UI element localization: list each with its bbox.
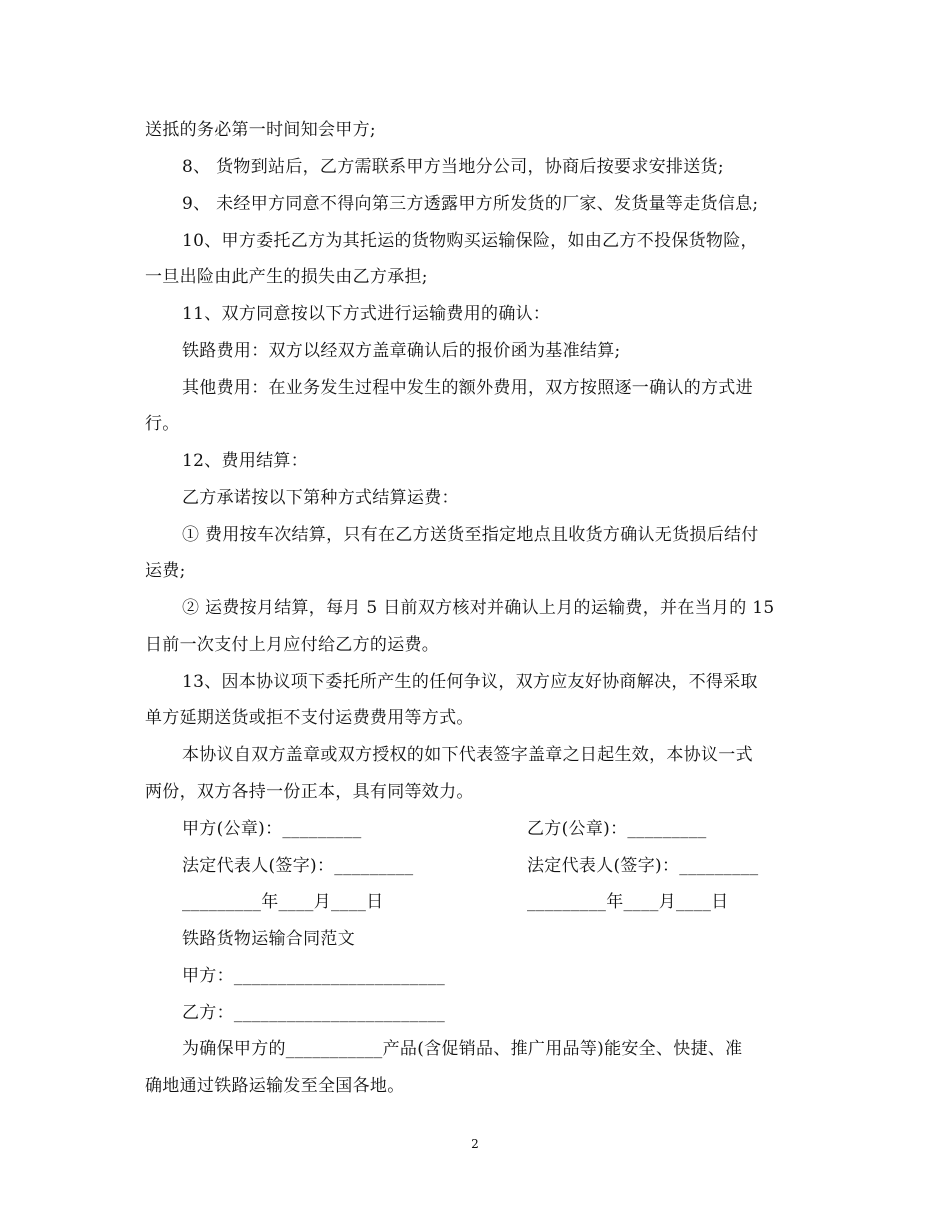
section-title: 铁路货物运输合同范文	[182, 929, 355, 949]
clause-10: 10、甲方委托乙方为其托运的货物购买运输保险，如由乙方不投保货物险，	[182, 231, 758, 251]
clause-13: 13、因本协议项下委托所产生的任何争议，双方应友好协商解决，不得采取	[182, 672, 758, 692]
party-a-seal: 甲方(公章)：_________	[182, 819, 362, 839]
other-fee-cont: 行。	[145, 414, 180, 434]
party-b-seal: 乙方(公章)：_________	[527, 819, 707, 839]
clause-12: 12、费用结算：	[182, 451, 309, 471]
party-a-representative: 法定代表人(签字)：_________	[182, 856, 414, 876]
settlement-option-2: ② 运费按月结算，每月 5 日前双方核对并确认上月的运输费，并在当月的 15	[182, 598, 775, 618]
page-number: 2	[471, 1137, 479, 1151]
purpose-line-cont: 确地通过铁路运输发至全国各地。	[145, 1076, 405, 1096]
party-a-date: _________年____月____日	[182, 892, 384, 912]
settlement-option-1-cont: 运费;	[145, 561, 186, 581]
purpose-line: 为确保甲方的___________产品(含促销品、推广用品等)能安全、快捷、准	[182, 1039, 743, 1059]
paragraph-line: 送抵的务必第一时间知会甲方;	[145, 120, 376, 140]
party-b-representative: 法定代表人(签字)：_________	[527, 856, 759, 876]
settlement-option-2-cont: 日前一次支付上月应付给乙方的运费。	[145, 635, 440, 655]
clause-11: 11、双方同意按以下方式进行运输费用的确认：	[182, 304, 551, 324]
clause-9: 9、 未经甲方同意不得向第三方透露甲方所发货的厂家、发货量等走货信息;	[182, 194, 759, 214]
railway-fee-line: 铁路费用：双方以经双方盖章确认后的报价函为基准结算;	[182, 341, 621, 361]
clause-13-cont: 单方延期送货或拒不支付运费费用等方式。	[145, 708, 474, 728]
clause-10-cont: 一旦出险由此产生的损失由乙方承担;	[145, 267, 428, 287]
effective-clause: 本协议自双方盖章或双方授权的如下代表签字盖章之日起生效，本协议一式	[182, 745, 753, 765]
settlement-option-1: ① 费用按车次结算，只有在乙方送货至指定地点且收货方确认无货损后结付	[182, 525, 759, 545]
party-b-field: 乙方：________________________	[182, 1003, 446, 1023]
effective-clause-cont: 两份，双方各持一份正本，具有同等效力。	[145, 782, 474, 802]
other-fee-line: 其他费用：在业务发生过程中发生的额外费用，双方按照逐一确认的方式进	[182, 378, 753, 398]
party-a-field: 甲方：________________________	[182, 966, 446, 986]
settlement-intro: 乙方承诺按以下第种方式结算运费：	[182, 488, 459, 508]
clause-8: 8、 货物到站后，乙方需联系甲方当地分公司，协商后按要求安排送货;	[182, 157, 724, 177]
party-b-date: _________年____月____日	[527, 892, 729, 912]
